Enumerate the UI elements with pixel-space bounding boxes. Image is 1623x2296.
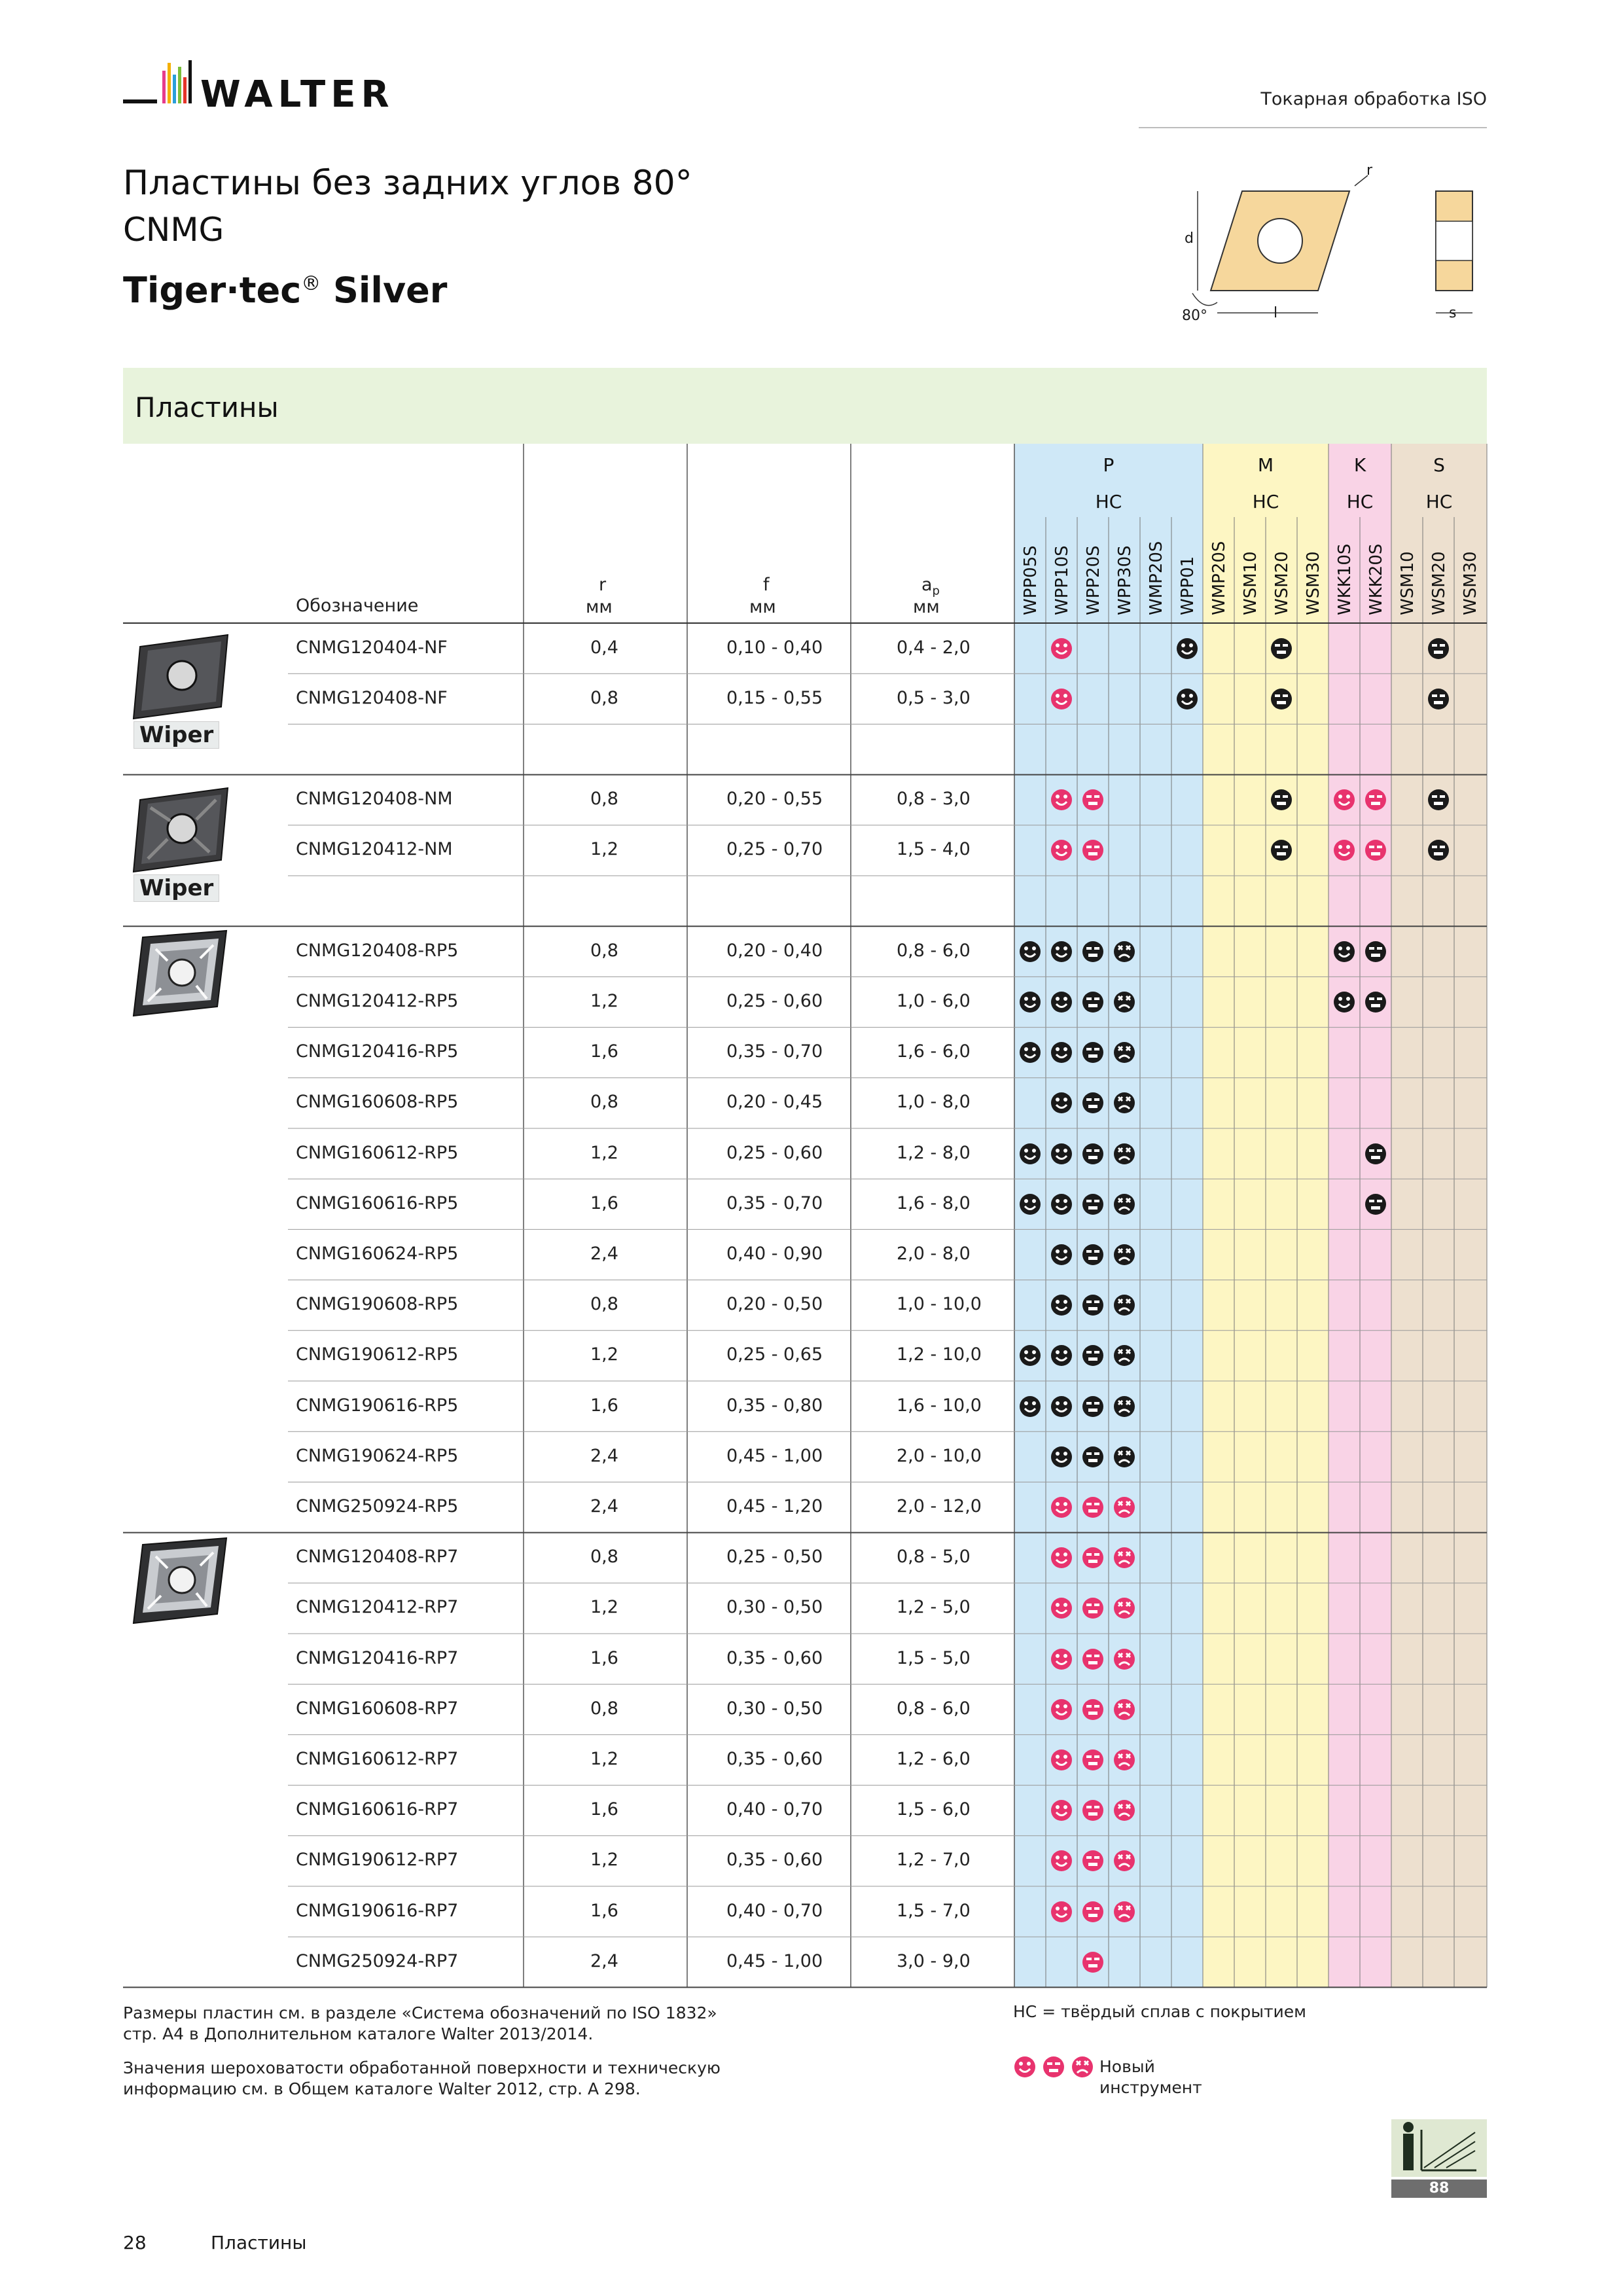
row-radius: 1,6 <box>590 1647 618 1668</box>
row-designation: CNMG120404-NF <box>296 637 448 658</box>
grade-availability-icon <box>1364 1142 1387 1166</box>
grade-availability-icon <box>1050 1091 1073 1115</box>
row-depth: 0,8 - 6,0 <box>897 1698 971 1719</box>
row-feed: 0,25 - 0,50 <box>726 1547 823 1568</box>
grade-column-bg <box>1329 444 1360 1987</box>
grade-column-bg <box>1140 444 1171 1987</box>
material-type-s: HC <box>1425 491 1453 512</box>
grade-availability-icon <box>1175 687 1199 711</box>
grade-availability-icon <box>1018 1193 1042 1216</box>
grade-availability-icon <box>1113 1142 1136 1166</box>
grade-availability-icon <box>1081 940 1105 963</box>
grade-availability-icon <box>1427 637 1450 660</box>
diagram-label-l: l <box>1274 305 1278 321</box>
row-feed: 0,45 - 1,00 <box>726 1445 823 1466</box>
row-radius: 0,8 <box>590 1698 618 1719</box>
grade-wsm20: WSM20 <box>1272 551 1292 615</box>
row-radius: 0,8 <box>590 789 618 810</box>
row-designation: CNMG160608-RP7 <box>296 1698 459 1719</box>
grade-availability-icon <box>1018 940 1042 963</box>
material-group-p: P <box>1103 454 1115 476</box>
row-feed: 0,35 - 0,70 <box>726 1193 823 1213</box>
row-radius: 1,2 <box>590 1142 618 1163</box>
insert-photo-nm <box>124 781 236 880</box>
insert-photo-rp5 <box>124 928 236 1026</box>
row-radius: 1,6 <box>590 1900 618 1921</box>
grade-wsm20: WSM20 <box>1429 551 1449 615</box>
row-depth: 2,0 - 8,0 <box>897 1244 971 1264</box>
grade-availability-icon <box>1050 1445 1073 1469</box>
grade-availability-icon <box>1050 1395 1073 1418</box>
grade-availability-icon <box>1050 1698 1073 1721</box>
grade-availability-icon <box>1270 687 1293 711</box>
row-depth: 1,2 - 6,0 <box>897 1749 971 1769</box>
row-radius: 0,8 <box>590 1092 618 1113</box>
row-radius: 1,2 <box>590 1749 618 1769</box>
row-radius: 1,2 <box>590 839 618 860</box>
insert-photo-nf <box>124 628 236 726</box>
grade-availability-icon <box>1113 1243 1136 1266</box>
grade-availability-icon <box>1081 1293 1105 1317</box>
row-designation: CNMG190616-RP7 <box>296 1900 459 1921</box>
grade-availability-icon <box>1081 990 1105 1014</box>
grade-wpp01: WPP01 <box>1178 556 1198 615</box>
new-tool-icon-2 <box>1042 2055 1065 2079</box>
row-depth: 0,5 - 3,0 <box>897 687 971 708</box>
material-group-m: M <box>1257 454 1274 476</box>
header-ap-subscript: p <box>932 584 940 598</box>
row-feed: 0,25 - 0,70 <box>726 839 823 860</box>
grade-wkk20s: WKK20S <box>1366 543 1386 615</box>
row-feed: 0,20 - 0,40 <box>726 940 823 961</box>
row-designation: CNMG160624-RP5 <box>296 1244 459 1264</box>
row-feed: 0,25 - 0,65 <box>726 1344 823 1365</box>
row-radius: 1,6 <box>590 1193 618 1213</box>
row-depth: 1,6 - 8,0 <box>897 1193 971 1213</box>
row-radius: 2,4 <box>590 1950 618 1971</box>
grade-availability-icon <box>1018 990 1042 1014</box>
grade-availability-icon <box>1081 1344 1105 1367</box>
grade-wmp20s: WMP20S <box>1209 541 1229 615</box>
header-f-unit: мм <box>749 597 776 617</box>
row-designation: CNMG120416-RP5 <box>296 1041 459 1062</box>
row-designation: CNMG120412-NM <box>296 839 453 860</box>
grade-column-bg <box>1203 444 1234 1987</box>
grade-availability-icon <box>1113 990 1136 1014</box>
grade-availability-icon <box>1081 1647 1105 1671</box>
grade-column-bg <box>1234 444 1266 1987</box>
grade-availability-icon <box>1113 1293 1136 1317</box>
row-depth: 3,0 - 9,0 <box>897 1950 971 1971</box>
grade-availability-icon <box>1270 788 1293 812</box>
footnote-dimensions-line1: Размеры пластин см. в разделе «Система обозначений по ISO 1832» <box>123 2003 717 2022</box>
row-depth: 1,0 - 10,0 <box>897 1294 982 1315</box>
row-depth: 0,8 - 6,0 <box>897 940 971 961</box>
grade-wkk10s: WKK10S <box>1335 543 1355 615</box>
grade-availability-icon <box>1113 1193 1136 1216</box>
grade-availability-icon <box>1050 1496 1073 1519</box>
row-designation: CNMG190616-RP5 <box>296 1395 459 1416</box>
row-radius: 2,4 <box>590 1445 618 1466</box>
row-feed: 0,40 - 0,70 <box>726 1900 823 1921</box>
grade-availability-icon <box>1081 1849 1105 1873</box>
grade-availability-icon <box>1364 838 1387 862</box>
row-feed: 0,35 - 0,60 <box>726 1850 823 1871</box>
header-ap: $a_p$ <box>921 575 940 598</box>
grade-availability-icon <box>1050 1596 1073 1620</box>
brand-name: WALTER <box>200 73 395 116</box>
grade-column-bg <box>1454 444 1487 1987</box>
row-feed: 0,30 - 0,50 <box>726 1698 823 1719</box>
wiper-badge: Wiper <box>134 721 219 749</box>
grade-availability-icon <box>1081 1395 1105 1418</box>
grade-availability-icon <box>1427 788 1450 812</box>
row-depth: 0,8 - 5,0 <box>897 1547 971 1568</box>
footnote-roughness <box>123 2058 721 2100</box>
grade-availability-icon <box>1175 637 1199 660</box>
header-r-unit: мм <box>586 597 613 617</box>
grade-availability-icon <box>1050 1142 1073 1166</box>
row-depth: 0,4 - 2,0 <box>897 637 971 658</box>
material-type-m: HC <box>1252 491 1279 512</box>
header-f: f <box>763 575 770 595</box>
grade-availability-icon <box>1113 1546 1136 1570</box>
row-radius: 1,6 <box>590 1041 618 1062</box>
diagram-label-d: d <box>1185 230 1194 247</box>
new-tool-icon-1 <box>1013 2055 1037 2079</box>
grade-availability-icon <box>1050 1546 1073 1570</box>
row-radius: 0,8 <box>590 1547 618 1568</box>
grade-wmp20s: WMP20S <box>1147 541 1166 615</box>
grade-column-bg <box>1391 444 1423 1987</box>
row-feed: 0,30 - 0,50 <box>726 1597 823 1618</box>
grade-availability-icon <box>1364 940 1387 963</box>
grade-availability-icon <box>1050 1193 1073 1216</box>
row-designation: CNMG160608-RP5 <box>296 1092 459 1113</box>
row-designation: CNMG250924-RP7 <box>296 1950 459 1971</box>
material-group-s: S <box>1433 454 1445 476</box>
grade-availability-icon <box>1113 1799 1136 1822</box>
grade-wsm10: WSM10 <box>1398 551 1418 615</box>
grade-column-bg <box>1297 444 1329 1987</box>
grade-availability-icon <box>1050 1344 1073 1367</box>
info-page-number: 88 <box>1429 2180 1450 2197</box>
grade-availability-icon <box>1364 1193 1387 1216</box>
row-depth: 1,6 - 6,0 <box>897 1041 971 1062</box>
row-radius: 2,4 <box>590 1496 618 1516</box>
grade-availability-icon <box>1050 637 1073 660</box>
grade-availability-icon <box>1081 1445 1105 1469</box>
product-line-name: Tiger·tec <box>123 270 302 311</box>
row-depth: 1,2 - 10,0 <box>897 1344 982 1365</box>
grade-availability-icon <box>1050 1243 1073 1266</box>
grade-availability-icon <box>1113 1698 1136 1721</box>
row-depth: 1,6 - 10,0 <box>897 1395 982 1416</box>
grade-availability-icon <box>1113 1900 1136 1924</box>
grade-availability-icon <box>1081 1900 1105 1924</box>
material-type-p: HC <box>1095 491 1122 512</box>
grade-availability-icon <box>1113 1091 1136 1115</box>
row-feed: 0,25 - 0,60 <box>726 1142 823 1163</box>
row-feed: 0,40 - 0,70 <box>726 1799 823 1820</box>
row-designation: CNMG190612-RP7 <box>296 1850 459 1871</box>
grade-availability-icon <box>1113 1748 1136 1772</box>
grade-availability-icon <box>1364 990 1387 1014</box>
row-radius: 2,4 <box>590 1244 618 1264</box>
material-group-k: K <box>1353 454 1366 476</box>
row-depth: 1,0 - 8,0 <box>897 1092 971 1113</box>
grade-availability-icon <box>1050 838 1073 862</box>
row-designation: CNMG190612-RP5 <box>296 1344 459 1365</box>
row-depth: 1,5 - 4,0 <box>897 839 971 860</box>
grade-availability-icon <box>1427 838 1450 862</box>
grade-availability-icon <box>1113 1445 1136 1469</box>
grade-availability-icon <box>1332 940 1356 963</box>
new-tool-icon-3 <box>1071 2055 1094 2079</box>
grade-availability-icon <box>1113 1849 1136 1873</box>
diagram-label-angle: 80° <box>1182 308 1207 324</box>
grade-availability-icon <box>1050 1900 1073 1924</box>
grade-availability-icon <box>1113 1496 1136 1519</box>
grade-availability-icon <box>1081 1142 1105 1166</box>
grade-availability-icon <box>1332 788 1356 812</box>
row-depth: 1,0 - 6,0 <box>897 991 971 1011</box>
material-type-k: HC <box>1346 491 1374 512</box>
row-feed: 0,35 - 0,60 <box>726 1749 823 1769</box>
grade-availability-icon <box>1081 1546 1105 1570</box>
footnote-dimensions <box>123 2003 717 2045</box>
insert-photo-rp7 <box>124 1535 236 1634</box>
diagram-label-r: r <box>1366 162 1373 179</box>
grade-availability-icon <box>1270 838 1293 862</box>
grade-availability-icon <box>1113 1041 1136 1064</box>
row-depth: 1,5 - 7,0 <box>897 1900 971 1921</box>
grade-wsm30: WSM30 <box>1304 551 1323 615</box>
grade-wpp05s: WPP05S <box>1021 545 1041 615</box>
header-ap-unit: мм <box>913 597 940 617</box>
row-radius: 1,2 <box>590 1850 618 1871</box>
header-section-title: Токарная обработка ISO <box>1260 89 1487 109</box>
row-radius: 0,8 <box>590 1294 618 1315</box>
header-designation: Обозначение <box>296 596 419 616</box>
grade-column-bg <box>1266 444 1297 1987</box>
grade-availability-icon <box>1081 838 1105 862</box>
registered-mark: ® <box>301 272 321 295</box>
grade-availability-icon <box>1050 990 1073 1014</box>
page-title: Пластины без задних углов 80° <box>123 164 692 203</box>
row-designation: CNMG160616-RP5 <box>296 1193 459 1213</box>
grade-availability-icon <box>1018 1142 1042 1166</box>
grade-availability-icon <box>1081 1243 1105 1266</box>
grade-availability-icon <box>1081 1698 1105 1721</box>
row-feed: 0,45 - 1,00 <box>726 1950 823 1971</box>
row-designation: CNMG120408-RP7 <box>296 1547 459 1568</box>
grade-availability-icon <box>1018 1344 1042 1367</box>
new-tool-label: Новый инструмент <box>1099 2057 1202 2097</box>
grade-availability-icon <box>1364 788 1387 812</box>
row-radius: 1,2 <box>590 1597 618 1618</box>
grade-availability-icon <box>1050 1849 1073 1873</box>
row-feed: 0,25 - 0,60 <box>726 991 823 1011</box>
row-feed: 0,15 - 0,55 <box>726 687 823 708</box>
wiper-badge: Wiper <box>134 874 219 902</box>
footnote-roughness-line1: Значения шероховатости обработанной поверхности и техническую <box>123 2058 721 2077</box>
row-designation: CNMG160612-RP5 <box>296 1142 459 1163</box>
row-designation: CNMG120408-NM <box>296 789 453 810</box>
row-designation: CNMG160616-RP7 <box>296 1799 459 1820</box>
row-designation: CNMG120412-RP5 <box>296 991 459 1011</box>
grade-availability-icon <box>1081 1091 1105 1115</box>
header-r: r <box>599 575 607 595</box>
grade-availability-icon <box>1332 990 1356 1014</box>
diagram-label-s: s <box>1449 305 1457 321</box>
grade-availability-icon <box>1018 1395 1042 1418</box>
grade-availability-icon <box>1081 1596 1105 1620</box>
grade-availability-icon <box>1081 788 1105 812</box>
grade-availability-icon <box>1081 1950 1105 1974</box>
row-feed: 0,35 - 0,80 <box>726 1395 823 1416</box>
row-radius: 1,2 <box>590 991 618 1011</box>
row-feed: 0,45 - 1,20 <box>726 1496 823 1516</box>
row-feed: 0,35 - 0,70 <box>726 1041 823 1062</box>
info-reference-box[interactable] <box>1391 2119 1487 2198</box>
grade-wsm30: WSM30 <box>1461 551 1480 615</box>
grade-availability-icon <box>1018 1041 1042 1064</box>
grade-availability-icon <box>1050 1647 1073 1671</box>
hc-legend: HC = твёрдый сплав с покрытием <box>1013 2002 1307 2021</box>
row-designation: CNMG120408-NF <box>296 687 448 708</box>
row-depth: 1,2 - 5,0 <box>897 1597 971 1618</box>
product-line-suffix: Silver <box>333 270 448 311</box>
row-depth: 0,8 - 3,0 <box>897 789 971 810</box>
row-depth: 1,5 - 5,0 <box>897 1647 971 1668</box>
row-radius: 1,6 <box>590 1395 618 1416</box>
grade-availability-icon <box>1050 687 1073 711</box>
page-number: 28 <box>123 2232 147 2253</box>
row-feed: 0,20 - 0,45 <box>726 1092 823 1113</box>
grade-availability-icon <box>1050 1041 1073 1064</box>
row-designation: CNMG190624-RP5 <box>296 1445 459 1466</box>
grade-wpp10s: WPP10S <box>1052 545 1072 615</box>
row-feed: 0,10 - 0,40 <box>726 637 823 658</box>
grade-wpp30s: WPP30S <box>1115 545 1135 615</box>
grade-availability-icon <box>1050 1748 1073 1772</box>
grade-availability-icon <box>1427 687 1450 711</box>
grade-column-bg <box>1171 444 1203 1987</box>
section-label: Пластины <box>135 391 279 423</box>
grade-availability-icon <box>1081 1799 1105 1822</box>
grade-availability-icon <box>1081 1496 1105 1519</box>
row-radius: 0,8 <box>590 687 618 708</box>
new-tool-icons <box>1013 2054 1098 2080</box>
grade-availability-icon <box>1050 1293 1073 1317</box>
row-designation: CNMG120412-RP7 <box>296 1597 459 1618</box>
row-depth: 2,0 - 10,0 <box>897 1445 982 1466</box>
grade-availability-icon <box>1113 1647 1136 1671</box>
grade-availability-icon <box>1332 838 1356 862</box>
grade-availability-icon <box>1113 940 1136 963</box>
grade-availability-icon <box>1050 940 1073 963</box>
grade-availability-icon <box>1270 637 1293 660</box>
row-feed: 0,20 - 0,55 <box>726 789 823 810</box>
row-feed: 0,40 - 0,90 <box>726 1244 823 1264</box>
row-depth: 1,5 - 6,0 <box>897 1799 971 1820</box>
page-subtitle: CNMG <box>123 211 224 249</box>
grade-availability-icon <box>1050 1799 1073 1822</box>
row-radius: 0,4 <box>590 637 618 658</box>
grade-availability-icon <box>1113 1395 1136 1418</box>
row-designation: CNMG190608-RP5 <box>296 1294 459 1315</box>
row-depth: 1,2 - 8,0 <box>897 1142 971 1163</box>
grade-availability-icon <box>1113 1344 1136 1367</box>
grade-column-bg <box>1423 444 1454 1987</box>
page-footer-section: Пластины <box>211 2232 307 2253</box>
grade-availability-icon <box>1050 788 1073 812</box>
row-radius: 0,8 <box>590 940 618 961</box>
grade-availability-icon <box>1113 1596 1136 1620</box>
row-radius: 1,6 <box>590 1799 618 1820</box>
footnote-roughness-line2: информацию см. в Общем каталоге Walter 2012, стр. A 298. <box>123 2079 641 2098</box>
grade-availability-icon <box>1081 1748 1105 1772</box>
grade-availability-icon <box>1081 1041 1105 1064</box>
row-designation: CNMG120416-RP7 <box>296 1647 459 1668</box>
footnote-dimensions-line2: стр. A4 в Дополнительном каталоге Walter 2013/2014. <box>123 2024 594 2043</box>
grade-availability-icon <box>1081 1193 1105 1216</box>
row-feed: 0,20 - 0,50 <box>726 1294 823 1315</box>
row-designation: CNMG120408-RP5 <box>296 940 459 961</box>
row-designation: CNMG250924-RP5 <box>296 1496 459 1516</box>
row-depth: 1,2 - 7,0 <box>897 1850 971 1871</box>
grade-wpp20s: WPP20S <box>1084 545 1103 615</box>
row-depth: 2,0 - 12,0 <box>897 1496 982 1516</box>
grade-wsm10: WSM10 <box>1241 551 1260 615</box>
row-designation: CNMG160612-RP7 <box>296 1749 459 1769</box>
row-radius: 1,2 <box>590 1344 618 1365</box>
row-feed: 0,35 - 0,60 <box>726 1647 823 1668</box>
